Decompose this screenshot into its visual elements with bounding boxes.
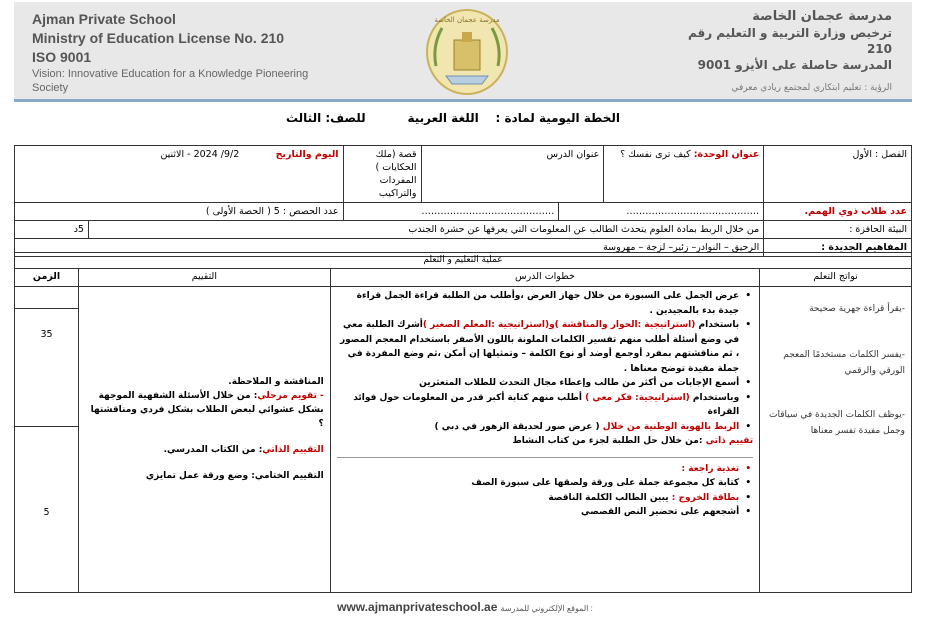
school-website[interactable]: www.ajmanprivateschool.ae [337,600,498,614]
step-4: • وباستخدام (استراتيجية: فكر معي ) أطلب منهم كتابة أكبر قدر من المعلومات حول فوائد القراءة [337,391,753,420]
col-steps: خطوات الدرس [330,269,759,287]
dots-cell-2: …………………………………… [343,203,559,221]
concepts-label-cell: المفاهيم الجديدة : [764,239,912,257]
unit-label: عنوان الوحدة: [693,149,760,160]
env-time-cell: 5د [15,221,89,239]
classes-count-cell: عدد الحصص : 5 ( الحصة الأولى ) [15,203,344,221]
date-cell [15,146,344,203]
header-arabic [662,8,892,95]
website-label: الموقع الإلكتروني للمدرسة : [500,604,593,613]
time-cell [15,287,79,593]
env-label-cell: البيئة الحافزة : [764,221,912,239]
date-value: 9/2/ 2024 - الاثنين [160,149,240,160]
vision-en: Vision: Innovative Education for a Knowledge Pioneering Society [32,68,309,94]
step-1: • عرض الجمل على السبورة من خلال جهاز العرض ،وأطلب من الطلبة قراءة الجمل قراءة جيدة بدء بالمجيدين . [337,289,753,318]
col-time: الزمن [15,269,79,287]
outcomes-cell [760,287,912,593]
iso-ar: المدرسة حاصلة على الأيزو 9001 [697,58,892,72]
eval-3: التقييم الذاتي: من الكتاب المدرسي. [163,445,324,455]
school-name-en: Ajman Private School [32,11,176,27]
outcome-3: -يوظف الكلمات الجديدة في سياقات وجمل مفيدة تفسر معناها [769,410,905,436]
dots-cell-1: …………………………………… [559,203,764,221]
eval-4: التقييم الختامي: وضع ورقة عمل تمايزي [145,471,324,481]
steps-cell [330,287,759,593]
lesson-value-cell: قصة (ملك الحكايات ) المفردات والتراكيب [343,146,421,203]
eval-1: المناقشة و الملاحظة. [228,377,324,387]
logo-lettering: مدرسة عجمان الخاصة [434,16,500,24]
eval-cell [78,287,330,593]
school-name-ar: مدرسة عجمان الخاصة [752,9,892,24]
footer [0,600,930,614]
time-35: 35 [15,309,78,427]
feedback-title: • تغذية راجعة : [337,462,753,477]
semester-cell: الفصل : الأول [764,146,912,203]
license-ar: ترخيص وزارة التربية و التعليم رقم 210 [687,26,892,56]
section-title: عملية التعليم و التعلم [15,253,912,269]
subject-name: اللغة العربية [407,111,479,125]
plan-title [285,111,620,125]
header-english [32,10,332,95]
license-en: Ministry of Education License No. 210 [32,30,285,46]
unit-cell [604,146,764,203]
homework: • أشجعهم على تحضير النص القصصي [337,505,753,520]
exit-card: • بطاقة الخروج : يبين الطالب الكلمة الناقصة [337,491,753,506]
teaching-process-table [14,252,912,593]
outcome-2: -يفسر الكلمات مستخدمًا المعجم الورقي والرقمي [783,350,905,376]
school-logo [422,6,512,98]
iso-en: ISO 9001 [32,49,92,65]
eval-2: - تقويم مرحلي: من خلال الأسئلة الشفهية الموجهة بشكل عشوائي لبعض الطلاب بشكل فردي ومناقشتها ؟ [90,391,324,429]
step-5: • الربط بالهوية الوطنية من خلال ( عرض صور لحديقة الزهور في دبي ) [337,420,753,435]
grade-label: للصف: الثالث [285,111,366,125]
date-label: اليوم والتاريخ [275,149,339,160]
unit-value: كيف ترى نفسك ؟ [620,149,691,160]
env-value-cell: من خلال الربط بمادة العلوم يتحدث الطالب عن المعلومات التي يعرفها عن حشرة الجندب [88,221,763,239]
lesson-label-cell: عنوان الدرس [421,146,604,203]
vision-ar: الرؤية : تعليم ابتكاري لمجتمع ريادي معرفي [731,83,892,93]
step-2: • باستخدام (استراتيجية :الحوار والمناقشة )و(استراتيجية :المعلم الصغير )أشرك الطلبة معي في وضع أسئلة أطلب منهم تفسير الكلمات الملونة باللون الأصفر باستخدام المعجم المصور ، ثم مناقشتهم بمفرد أوجمع أوضد أو نوع الكلمة – وتمثيلها إن أمكن ،ثم وضع المفردة في جملة مفيدة توضح معناها . [337,318,753,376]
plan-label: الخطة اليومية لمادة : [495,111,620,125]
time-5: 5 [43,507,50,518]
determination-cell: عدد طلاب ذوي الهمم. [764,203,912,221]
col-eval: التقييم [78,269,330,287]
lesson-info-table [14,145,912,257]
outcome-1: -يقرأ قراءة جهرية صحيحة [809,304,905,314]
school-header [14,2,912,102]
step-3: • أسمع الإجابات من أكثر من طالب وإعطاء مجال التحدث للطلاب المتعثرين [337,376,753,391]
self-eval: تقييم ذاتي :من خلال حل الطلبة لجزء من كتاب النشاط [512,436,754,446]
concepts-value-cell: الرحيق – النوادر– زئير– لزجة – مهروسة [15,239,764,257]
feedback-1: • كتابة كل مجموعة جملة على ورقة ولصقها على سبورة الصف [337,476,753,491]
col-outcomes: نواتج التعلم [760,269,912,287]
